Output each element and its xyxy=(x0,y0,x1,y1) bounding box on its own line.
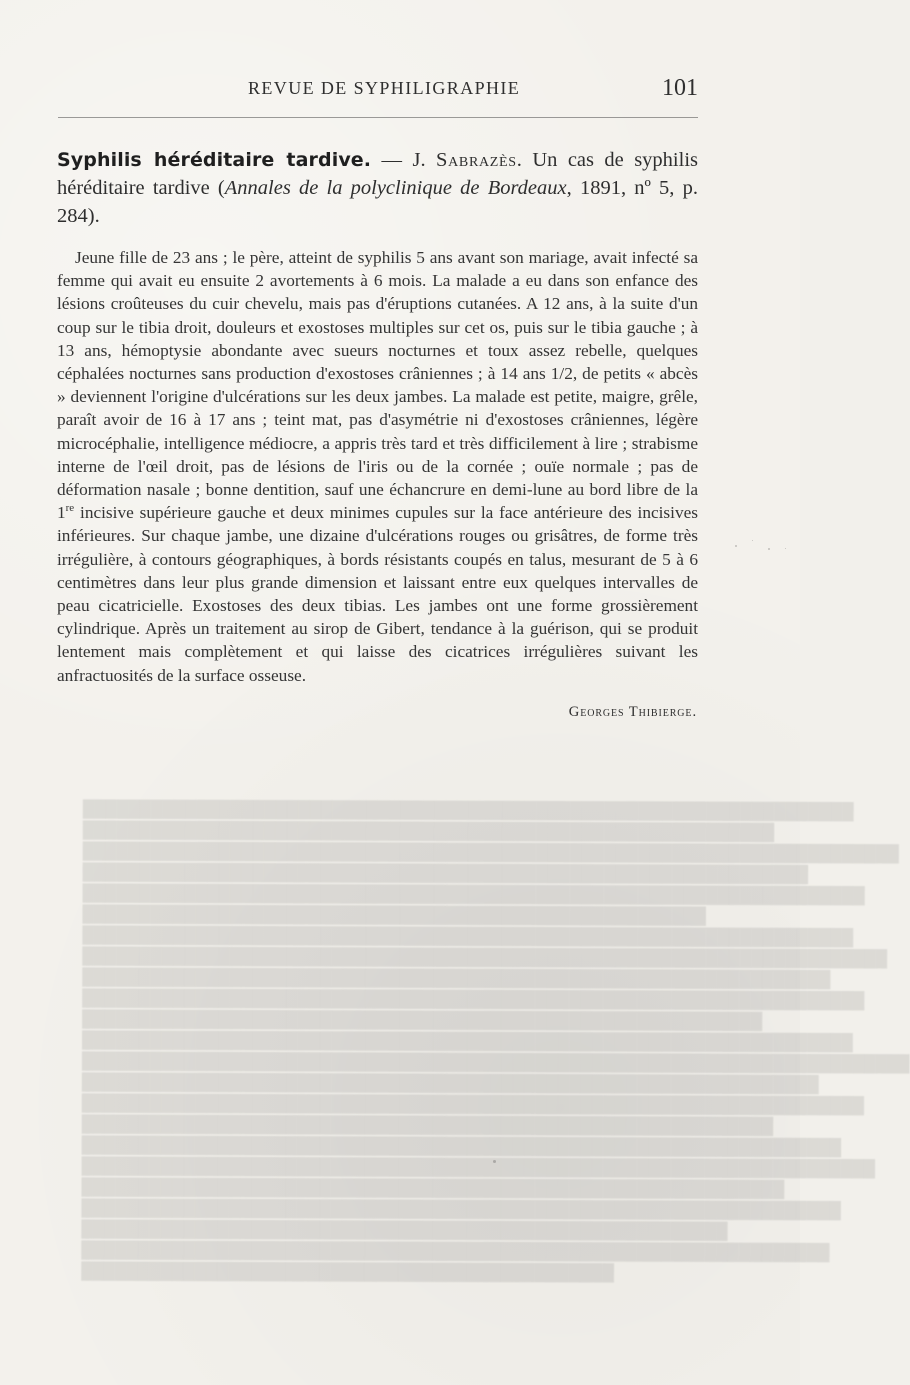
paper-speck xyxy=(735,545,737,547)
bleed-line-14: █████████████████████████████████████████████████████████████████ xyxy=(81,1073,819,1094)
paper-speck xyxy=(493,1160,496,1163)
paper-speck xyxy=(785,548,786,549)
running-head xyxy=(58,75,698,110)
author-signature: Georges Thibierge. xyxy=(568,704,697,721)
entry-heading xyxy=(57,146,698,230)
bleed-line-23: ███████████████████████████████████████████████ xyxy=(81,1262,615,1282)
bleed-line-8: ███████████████████████████████████████████████████████████████████████ xyxy=(82,947,888,968)
citation-tail: , 1891, nº 5, p. 284). xyxy=(57,177,698,227)
bleed-line-1: ████████████████████████████████████████████████████████████████████ xyxy=(82,800,854,821)
running-title: REVUE DE SYPHILIGRAPHIE xyxy=(248,78,521,98)
bleed-line-15: █████████████████████████████████████████████████████████████████████ xyxy=(81,1094,864,1115)
bleed-line-13: █████████████████████████████████████████████████████████████████████████ xyxy=(81,1052,910,1073)
paper-speck xyxy=(752,540,753,541)
bleed-line-2: █████████████████████████████████████████████████████████████ xyxy=(82,821,775,842)
bleed-line-9: ██████████████████████████████████████████████████████████████████ xyxy=(82,968,831,989)
author-initial: J. xyxy=(412,149,436,171)
bleed-line-12: ████████████████████████████████████████████████████████████████████ xyxy=(81,1031,853,1052)
bleed-line-19: ██████████████████████████████████████████████████████████████ xyxy=(81,1178,785,1199)
ordinal-superscript: re xyxy=(65,502,75,515)
bleed-line-21: █████████████████████████████████████████████████████████ xyxy=(81,1220,728,1241)
author-name: Sabrazès xyxy=(436,149,517,171)
case-paragraph-part-1: Jeune fille de 23 ans ; le père, atteint de syphilis 5 ans avant son mariage, avait infecté sa femme qui avait eu ensuite 2 avortements à 6 mois. La malade a eu dans son enfance des lésions croûteuses du cuir chevelu, mais pas d'éruptions cutanées. A 12 ans, à la suite d'un coup sur le tibia droit, douleurs et exostoses multiples sur cet os, puis sur le tibia gauche ; à 13 ans, hémoptysie abondante avec sueurs nocturnes et toux assez rebelle, quelques céphalées nocturnes sans production d'exostoses crâniennes ; à 14 ans 1/2, de petits « abcès » deviennent l'origine d'ulcérations sur les deux jambes. La malade est petite, maigre, grêle, paraît avoir de 16 à 17 ans ; teint mat, pas d'asymétrie ni d'exostoses crâniennes, légère microcéphalie, intelligence médiocre, a appris très tard et très difficilement à lire ; strabisme interne de l'œil droit, pas de lésions de l'iris ou de la cornée ; ouïe normale ; pas de déformation nasale ; bonne dentition, sauf une échancrure en demi-lune au bord libre de la 1 xyxy=(57,248,698,523)
bleed-line-10: █████████████████████████████████████████████████████████████████████ xyxy=(82,989,865,1010)
case-paragraph xyxy=(57,246,698,687)
bleed-line-20: ███████████████████████████████████████████████████████████████████ xyxy=(81,1199,841,1220)
journal-name: Annales de la polyclinique de Bordeaux xyxy=(224,177,567,199)
header-rule xyxy=(58,117,698,118)
bleed-line-11: ████████████████████████████████████████████████████████████ xyxy=(82,1010,763,1031)
bleed-line-16: █████████████████████████████████████████████████████████████ xyxy=(81,1115,774,1136)
entry-title: Syphilis héréditaire tardive. xyxy=(57,149,372,171)
bleed-line-4: ████████████████████████████████████████████████████████████████ xyxy=(82,863,809,884)
title-separator: — xyxy=(371,149,413,171)
paper-speck xyxy=(768,548,770,550)
bleed-line-5: █████████████████████████████████████████████████████████████████████ xyxy=(82,884,865,905)
case-paragraph-part-2: incisive supérieure gauche et deux minimes cupules sur la face antérieure des incisives inférieures. Sur chaque jambe, une dizaine d'ulcérations rouges ou grisâtres, de forme très irrégulière, à contours géographiques, à bords résistants coupés en talus, mesurant de 5 à 6 centimètres dans leur plus grande dimension et laissant entre eux quelques intervalles de peau cicatricielle. Exostoses des deux tibias. Les jambes ont une forme grossièrement cylindrique. Après un traitement au sirop de Gibert, tendance à la guérison, qui se produit lentement mais complètement et qui laisse des cicatrices irrégulières suivant les anfractuosités de la surface osseuse. xyxy=(57,503,698,685)
bleed-line-22: ██████████████████████████████████████████████████████████████████ xyxy=(81,1241,830,1262)
bleed-line-17: ███████████████████████████████████████████████████████████████████ xyxy=(81,1136,842,1157)
bleed-through-text xyxy=(81,799,910,1284)
article-entry xyxy=(57,146,698,721)
page-number: 101 xyxy=(662,75,698,101)
bleed-line-18: ██████████████████████████████████████████████████████████████████████ xyxy=(81,1157,876,1178)
bleed-line-7: ████████████████████████████████████████████████████████████████████ xyxy=(82,926,854,947)
bleed-line-6: ███████████████████████████████████████████████████████ xyxy=(82,905,706,926)
bleed-line-3: ████████████████████████████████████████████████████████████████████████ xyxy=(82,842,899,863)
lead-text: . Un cas de syphilis héréditaire tardive ( xyxy=(57,149,698,199)
